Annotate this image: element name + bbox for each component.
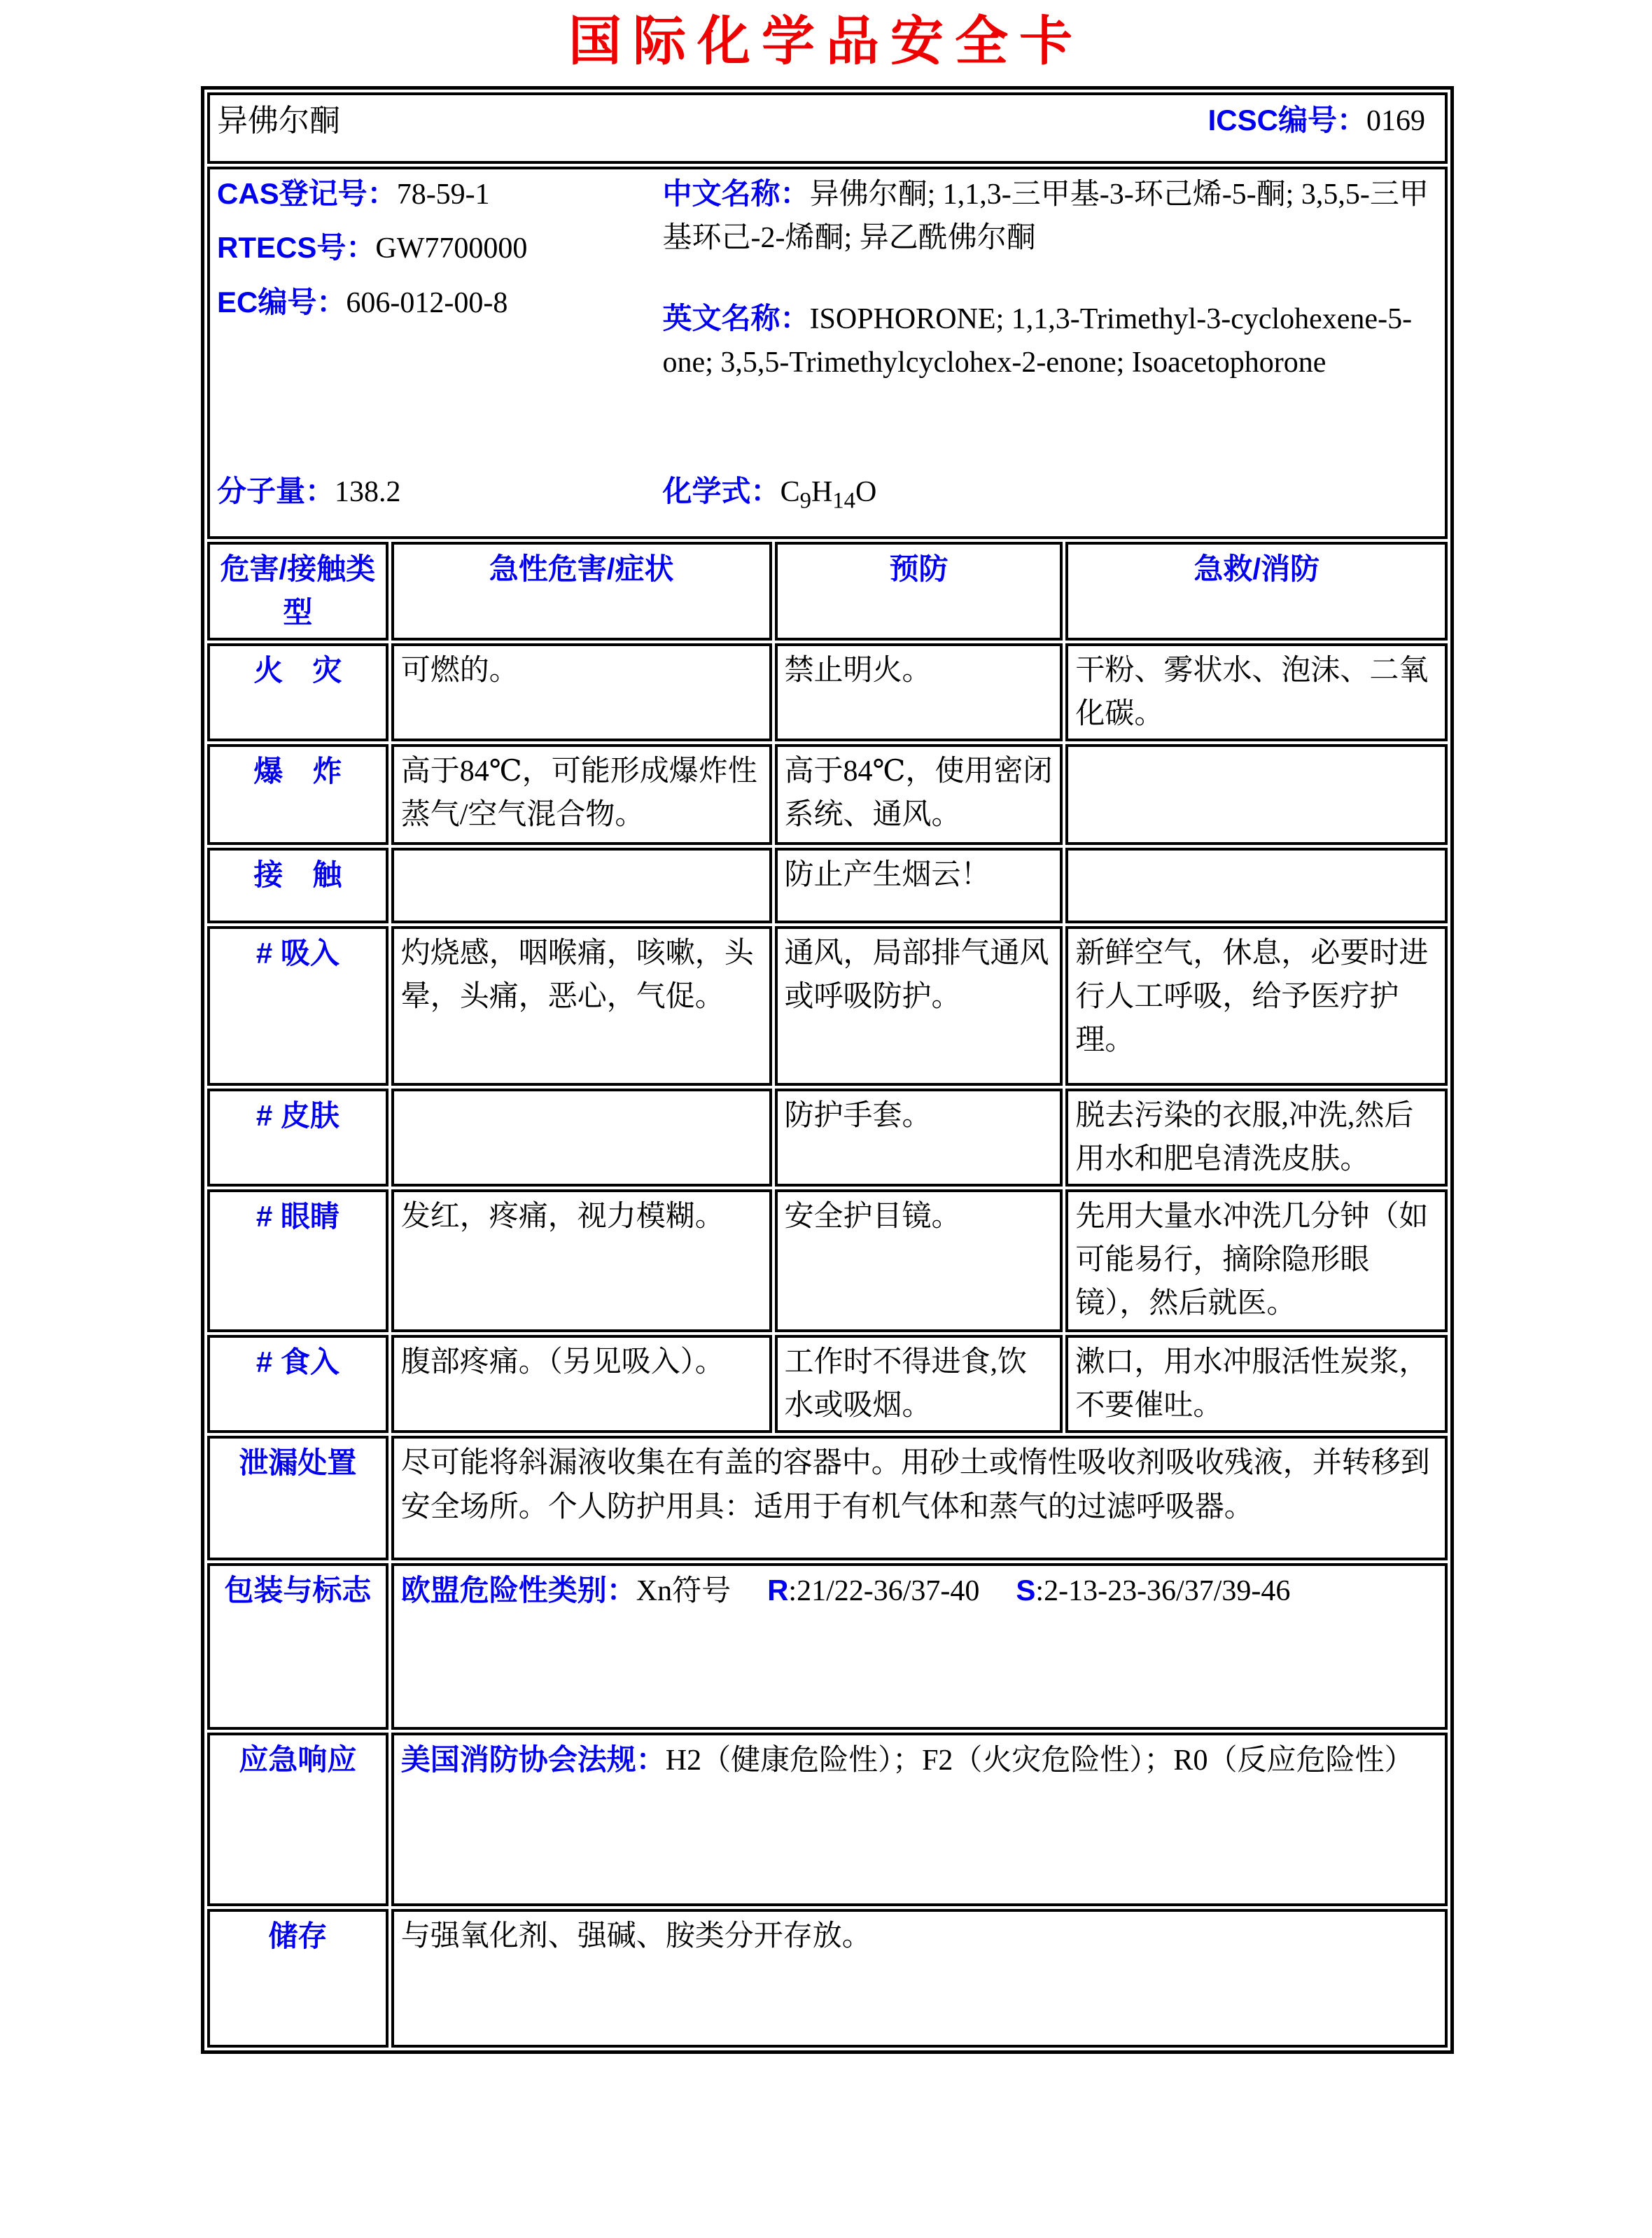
identity-row bbox=[207, 167, 1448, 539]
hazard-row-inhalation bbox=[207, 926, 1448, 1086]
page-title: 国际化学品安全卡 bbox=[568, 12, 1084, 71]
hazard-row-eyes bbox=[207, 1189, 1448, 1332]
response-cell bbox=[1065, 848, 1448, 923]
rtecs-number: RTECS号：GW7700000 bbox=[217, 231, 528, 265]
xn-symbol: Xn符号 bbox=[636, 1575, 732, 1608]
identity-cell bbox=[207, 167, 1448, 539]
card-header-row bbox=[207, 92, 1448, 164]
s-phrase-label: S bbox=[1016, 1574, 1036, 1607]
icsc-label: ICSC编号： bbox=[1208, 104, 1366, 137]
registry-numbers bbox=[217, 172, 663, 421]
symptom-cell: 腹部疼痛。（另见吸入）。 bbox=[391, 1335, 772, 1433]
response-cell: 新鲜空气，休息，必要时进行人工呼吸，给予医疗护理。 bbox=[1065, 926, 1448, 1086]
hazard-type-label: 火 灾 bbox=[207, 643, 388, 741]
ec-number: EC编号：606-012-00-8 bbox=[217, 285, 508, 319]
header-first-aid: 急救/消防 bbox=[1065, 542, 1448, 640]
s-phrase-value: :2-13-23-36/37/39-46 bbox=[1035, 1575, 1291, 1608]
header-acute-symptoms: 急性危害/症状 bbox=[391, 542, 772, 640]
nfpa-value: H2（健康危险性）；F2（火灾危险性）；R0（反应危险性） bbox=[665, 1744, 1414, 1777]
hazard-header-row bbox=[207, 542, 1448, 640]
symptom-cell bbox=[391, 1089, 772, 1187]
packaging-label: 包装与标志 bbox=[207, 1563, 388, 1730]
hazard-row-skin bbox=[207, 1089, 1448, 1187]
hazard-row-ingestion bbox=[207, 1335, 1448, 1433]
prevention-cell: 高于84℃，使用密闭系统、通风。 bbox=[775, 744, 1063, 845]
prevention-cell: 防护手套。 bbox=[775, 1089, 1063, 1187]
spill-disposal-text: 尽可能将斜漏液收集在有盖的容器中。用砂土或惰性吸收剂吸收残液，并转移到安全场所。个人防护用具：适用于有机气体和蒸气的过滤呼吸器。 bbox=[391, 1436, 1448, 1560]
prevention-cell: 工作时不得进食,饮水或吸烟。 bbox=[775, 1335, 1063, 1433]
hazard-type-label: 接 触 bbox=[207, 848, 388, 923]
molecular-weight: 分子量：138.2 bbox=[217, 475, 401, 509]
storage-row bbox=[207, 1909, 1448, 2048]
substance-name: 异佛尔酮 bbox=[217, 104, 340, 139]
hazard-row-explosion bbox=[207, 744, 1448, 845]
symptom-cell: 灼烧感，咽喉痛，咳嗽，头晕，头痛，恶心，气促。 bbox=[391, 926, 772, 1086]
symptom-cell: 可燃的。 bbox=[391, 643, 772, 741]
card-header-cell bbox=[207, 92, 1448, 164]
r-phrase-value: :21/22-36/37-40 bbox=[788, 1575, 980, 1608]
packaging-row bbox=[207, 1563, 1448, 1730]
header-hazard-type: 危害/接触类型 bbox=[207, 542, 388, 640]
prevention-cell: 安全护目镜。 bbox=[775, 1189, 1063, 1332]
hazard-row-fire bbox=[207, 643, 1448, 741]
response-cell: 干粉、雾状水、泡沫、二氧化碳。 bbox=[1065, 643, 1448, 741]
emergency-response-row bbox=[207, 1733, 1448, 1906]
icsc-number bbox=[1208, 99, 1438, 143]
response-cell: 先用大量水冲洗几分钟（如可能易行，摘除隐形眼镜），然后就医。 bbox=[1065, 1189, 1448, 1332]
english-name: 英文名称：ISOPHORONE; 1,1,3-Trimethyl-3-cyclohexene-5-one; 3,5,5-Trimethylcyclohex-2-enone; Isoacetophorone bbox=[662, 301, 1413, 379]
r-phrase-label: R bbox=[767, 1574, 789, 1607]
header-prevention: 预防 bbox=[775, 542, 1063, 640]
response-cell: 漱口，用水冲服活性炭浆，不要催吐。 bbox=[1065, 1335, 1448, 1433]
hazard-type-label: # 食入 bbox=[207, 1335, 388, 1433]
chemical-formula: 化学式：$C_9H_{14}O$ bbox=[662, 475, 877, 514]
packaging-text bbox=[391, 1563, 1448, 1730]
hazard-type-label: # 皮肤 bbox=[207, 1089, 388, 1187]
symptom-cell bbox=[391, 848, 772, 923]
hazard-type-label: # 眼睛 bbox=[207, 1189, 388, 1332]
icsc-value: 0169 bbox=[1366, 105, 1425, 138]
hazard-type-label: # 吸入 bbox=[207, 926, 388, 1086]
prevention-cell: 通风，局部排气通风或呼吸防护。 bbox=[775, 926, 1063, 1086]
hazard-row-contact bbox=[207, 848, 1448, 923]
emergency-response-label: 应急响应 bbox=[207, 1733, 388, 1906]
spill-disposal-label: 泄漏处置 bbox=[207, 1436, 388, 1560]
symptom-cell: 发红，疼痛，视力模糊。 bbox=[391, 1189, 772, 1332]
nfpa-label: 美国消防协会法规： bbox=[400, 1743, 666, 1777]
symptom-cell: 高于84℃，可能形成爆炸性蒸气/空气混合物。 bbox=[391, 744, 772, 845]
chemical-names bbox=[663, 172, 1438, 421]
emergency-response-text bbox=[391, 1733, 1448, 1906]
response-cell: 脱去污染的衣服,冲洗,然后用水和肥皂清洗皮肤。 bbox=[1065, 1089, 1448, 1187]
icsc-card bbox=[201, 86, 1454, 2054]
cas-number: CAS登记号：78-59-1 bbox=[217, 177, 490, 211]
storage-text: 与强氧化剂、强碱、胺类分开存放。 bbox=[391, 1909, 1448, 2048]
prevention-cell: 禁止明火。 bbox=[775, 643, 1063, 741]
spill-disposal-row bbox=[207, 1436, 1448, 1560]
eu-hazard-class-label: 欧盟危险性类别： bbox=[400, 1574, 636, 1607]
hazard-type-label: 爆 炸 bbox=[207, 744, 388, 845]
prevention-cell: 防止产生烟云！ bbox=[775, 848, 1063, 923]
chinese-name: 中文名称：异佛尔酮; 1,1,3-三甲基-3-环己烯-5-酮; 3,5,5-三甲基环己-2-烯酮; 异乙酰佛尔酮 bbox=[662, 177, 1429, 255]
response-cell bbox=[1065, 744, 1448, 845]
storage-label: 储存 bbox=[207, 1909, 388, 2048]
